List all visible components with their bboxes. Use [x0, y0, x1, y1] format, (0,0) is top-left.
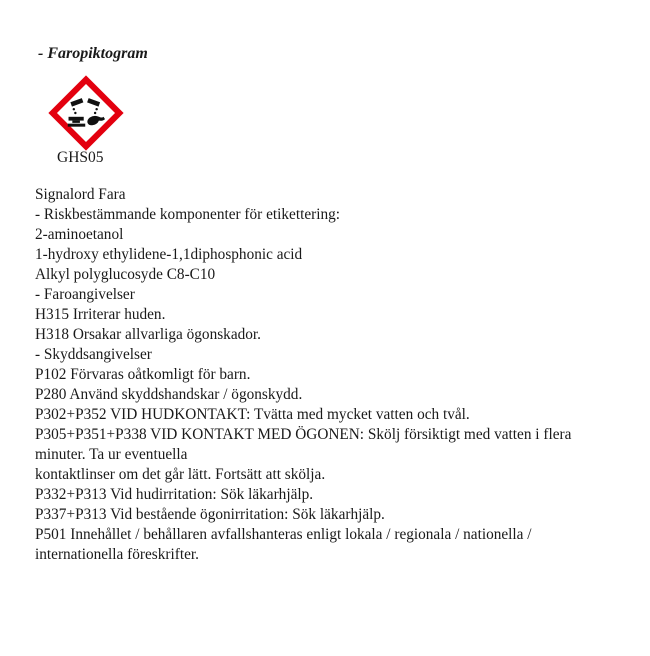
- components-heading: - Riskbestämmande komponenter för etikettering:: [35, 206, 341, 223]
- signal-word: Signalord Fara: [35, 186, 126, 203]
- component-item: Alkyl polyglucosyde C8-C10: [35, 266, 216, 283]
- hazard-content: [35, 185, 615, 565]
- precautionary-statement: P501 Innehållet / behållaren avfallshanteras enligt lokala / regionala / nationella / internationella föreskrifter.: [35, 526, 532, 563]
- section-heading: - Faropiktogram: [38, 45, 148, 62]
- precautionary-statement: P280 Använd skyddshandskar / ögonskydd.: [35, 386, 303, 403]
- hazard-statement: H318 Orsakar allvarliga ögonskador.: [35, 326, 261, 343]
- hazard-statement: H315 Irriterar huden.: [35, 306, 166, 323]
- component-item: 2-aminoetanol: [35, 226, 124, 243]
- precautionary-statements-heading: - Skyddsangivelser: [35, 346, 152, 363]
- precautionary-statement: P102 Förvaras oåtkomligt för barn.: [35, 366, 251, 383]
- pictogram-code: GHS05: [57, 149, 104, 166]
- precautionary-statement: P305+P351+P338 VID KONTAKT MED ÖGONEN: Skölj försiktigt med vatten i flera minuter. Ta ur eventuella: [35, 426, 572, 463]
- hazard-statements-heading: - Faroangivelser: [35, 286, 135, 303]
- precautionary-statement: P337+P313 Vid bestående ögonirritation: Sök läkarhjälp.: [35, 506, 385, 523]
- corrosion-icon: [48, 75, 124, 151]
- precautionary-statement-continued: kontaktlinser om det går lätt. Fortsätt att skölja.: [35, 466, 326, 483]
- precautionary-statement: P332+P313 Vid hudirritation: Sök läkarhjälp.: [35, 486, 314, 503]
- component-item: 1-hydroxy ethylidene-1,1diphosphonic acid: [35, 246, 303, 263]
- precautionary-statement: P302+P352 VID HUDKONTAKT: Tvätta med mycket vatten och tvål.: [35, 406, 470, 423]
